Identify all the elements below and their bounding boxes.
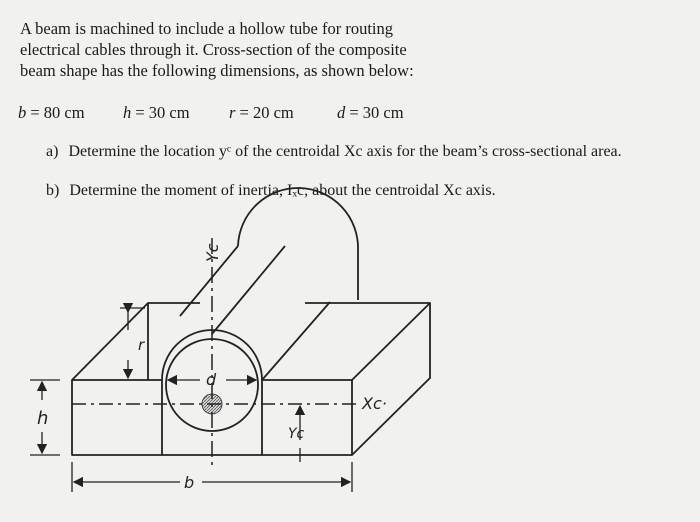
label-yc-axis: Yc — [203, 243, 222, 262]
intro-line: electrical cables through it. Cross-section of the composite — [20, 40, 407, 59]
label-yc-distance: Yc — [288, 426, 305, 442]
intro-line: A beam is machined to include a hollow tube for routing — [20, 19, 393, 38]
question-text: Determine the location yᶜ of the centroidal Xc axis for the beam’s cross-sectional area. — [68, 143, 622, 160]
question-label: a) — [46, 143, 59, 160]
intro-line: beam shape has the following dimensions, as shown below: — [20, 61, 414, 80]
cylinder-top-line-left — [212, 246, 285, 334]
label-h: h — [37, 408, 49, 429]
question-label: b) — [46, 182, 60, 199]
cylinder-back-arc — [238, 188, 358, 300]
question-text: Determine the moment of inertia, Iₓc, about the centroidal Xc axis. — [69, 182, 496, 199]
label-b: b — [184, 473, 195, 492]
top-face-right — [305, 303, 430, 380]
front-face-left — [72, 380, 162, 455]
dimension-r: r = 20 cm — [229, 103, 294, 122]
label-d: d — [206, 370, 217, 389]
front-face-right — [262, 380, 352, 455]
dimension-h: h = 30 cm — [123, 103, 190, 122]
dimension-d: d = 30 cm — [337, 103, 404, 122]
label-r: r — [138, 336, 145, 354]
dimension-b: b = 80 cm — [18, 103, 85, 122]
cylinder-top-line-right — [262, 302, 330, 380]
label-xc-axis: Xc· — [362, 394, 387, 413]
side-face-right — [352, 303, 430, 455]
